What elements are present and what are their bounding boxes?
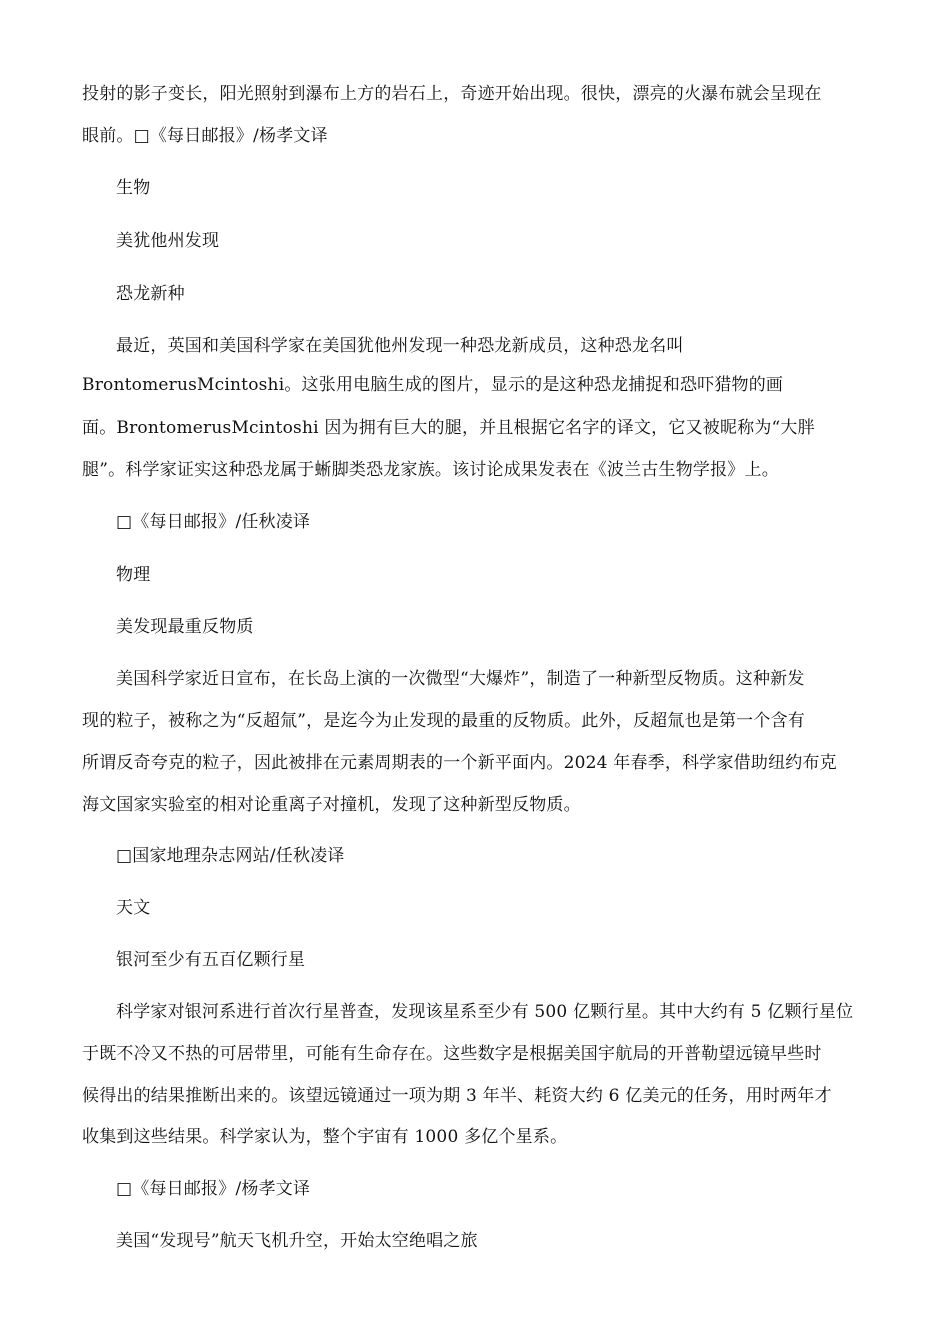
section-heading-physics: 物理 <box>116 565 151 585</box>
biology-body-line-2: BrontomerusMcintoshi。这张用电脑生成的图片，显示的是这种恐龙捕捉和恐吓猎物的画 <box>82 375 784 395</box>
biology-source: □《每日邮报》/任秋凌译 <box>116 512 311 532</box>
section-heading-astronomy: 天文 <box>116 898 151 918</box>
astronomy-source: □《每日邮报》/杨孝文译 <box>116 1179 311 1199</box>
biology-body-line-4: 腿”。科学家证实这种恐龙属于蜥脚类恐龙家族。该讨论成果发表在《波兰古生物学报》上。 <box>82 460 779 480</box>
biology-body-line-3: 面。BrontomerusMcintoshi 因为拥有巨大的腿，并且根据它名字的译文，它又被昵称为“大胖 <box>82 418 815 438</box>
physics-body-line-4: 海文国家实验室的相对论重离子对撞机，发现了这种新型反物质。 <box>82 795 581 815</box>
section-heading-biology: 生物 <box>116 178 151 198</box>
physics-title: 美发现最重反物质 <box>116 617 254 637</box>
astronomy-body-line-2: 于既不冷又不热的可居带里，可能有生命存在。这些数字是根据美国宇航局的开普勒望远镜早些时 <box>82 1044 822 1064</box>
physics-body-line-2: 现的粒子，被称之为“反超氚”，是迄今为止发现的最重的反物质。此外，反超氚也是第一个含有 <box>82 711 805 731</box>
astronomy-body-line-1: 科学家对银河系进行首次行星普查，发现该星系至少有 500 亿颗行星。其中大约有 5 亿颗行星位 <box>116 1002 854 1022</box>
astronomy-body-line-3: 候得出的结果推断出来的。该望远镜通过一项为期 3 年半、耗资大约 6 亿美元的任务，用时两年才 <box>82 1086 832 1106</box>
physics-body-line-3: 所谓反奇夸克的粒子，因此被排在元素周期表的一个新平面内。2024 年春季，科学家借助纽约布克 <box>82 753 837 773</box>
biology-body-line-1: 最近，英国和美国科学家在美国犹他州发现一种恐龙新成员，这种恐龙名叫 <box>116 336 684 356</box>
biology-title-line-2: 恐龙新种 <box>116 284 185 304</box>
intro-line-1: 投射的影子变长，阳光照射到瀑布上方的岩石上，奇迹开始出现。很快，漂亮的火瀑布就会呈现在 <box>82 84 822 104</box>
physics-source: □国家地理杂志网站/任秋凌译 <box>116 846 345 866</box>
intro-line-2: 眼前。□《每日邮报》/杨孝文译 <box>82 126 328 146</box>
biology-title-line-1: 美犹他州发现 <box>116 231 220 251</box>
physics-body-line-1: 美国科学家近日宣布，在长岛上演的一次微型“大爆炸”，制造了一种新型反物质。这种新发 <box>116 669 805 689</box>
astronomy-body-line-4: 收集到这些结果。科学家认为，整个宇宙有 1000 多亿个星系。 <box>82 1127 568 1147</box>
final-article-title: 美国“发现号”航天飞机升空，开始太空绝唱之旅 <box>116 1231 478 1251</box>
astronomy-title: 银河至少有五百亿颗行星 <box>116 950 306 970</box>
